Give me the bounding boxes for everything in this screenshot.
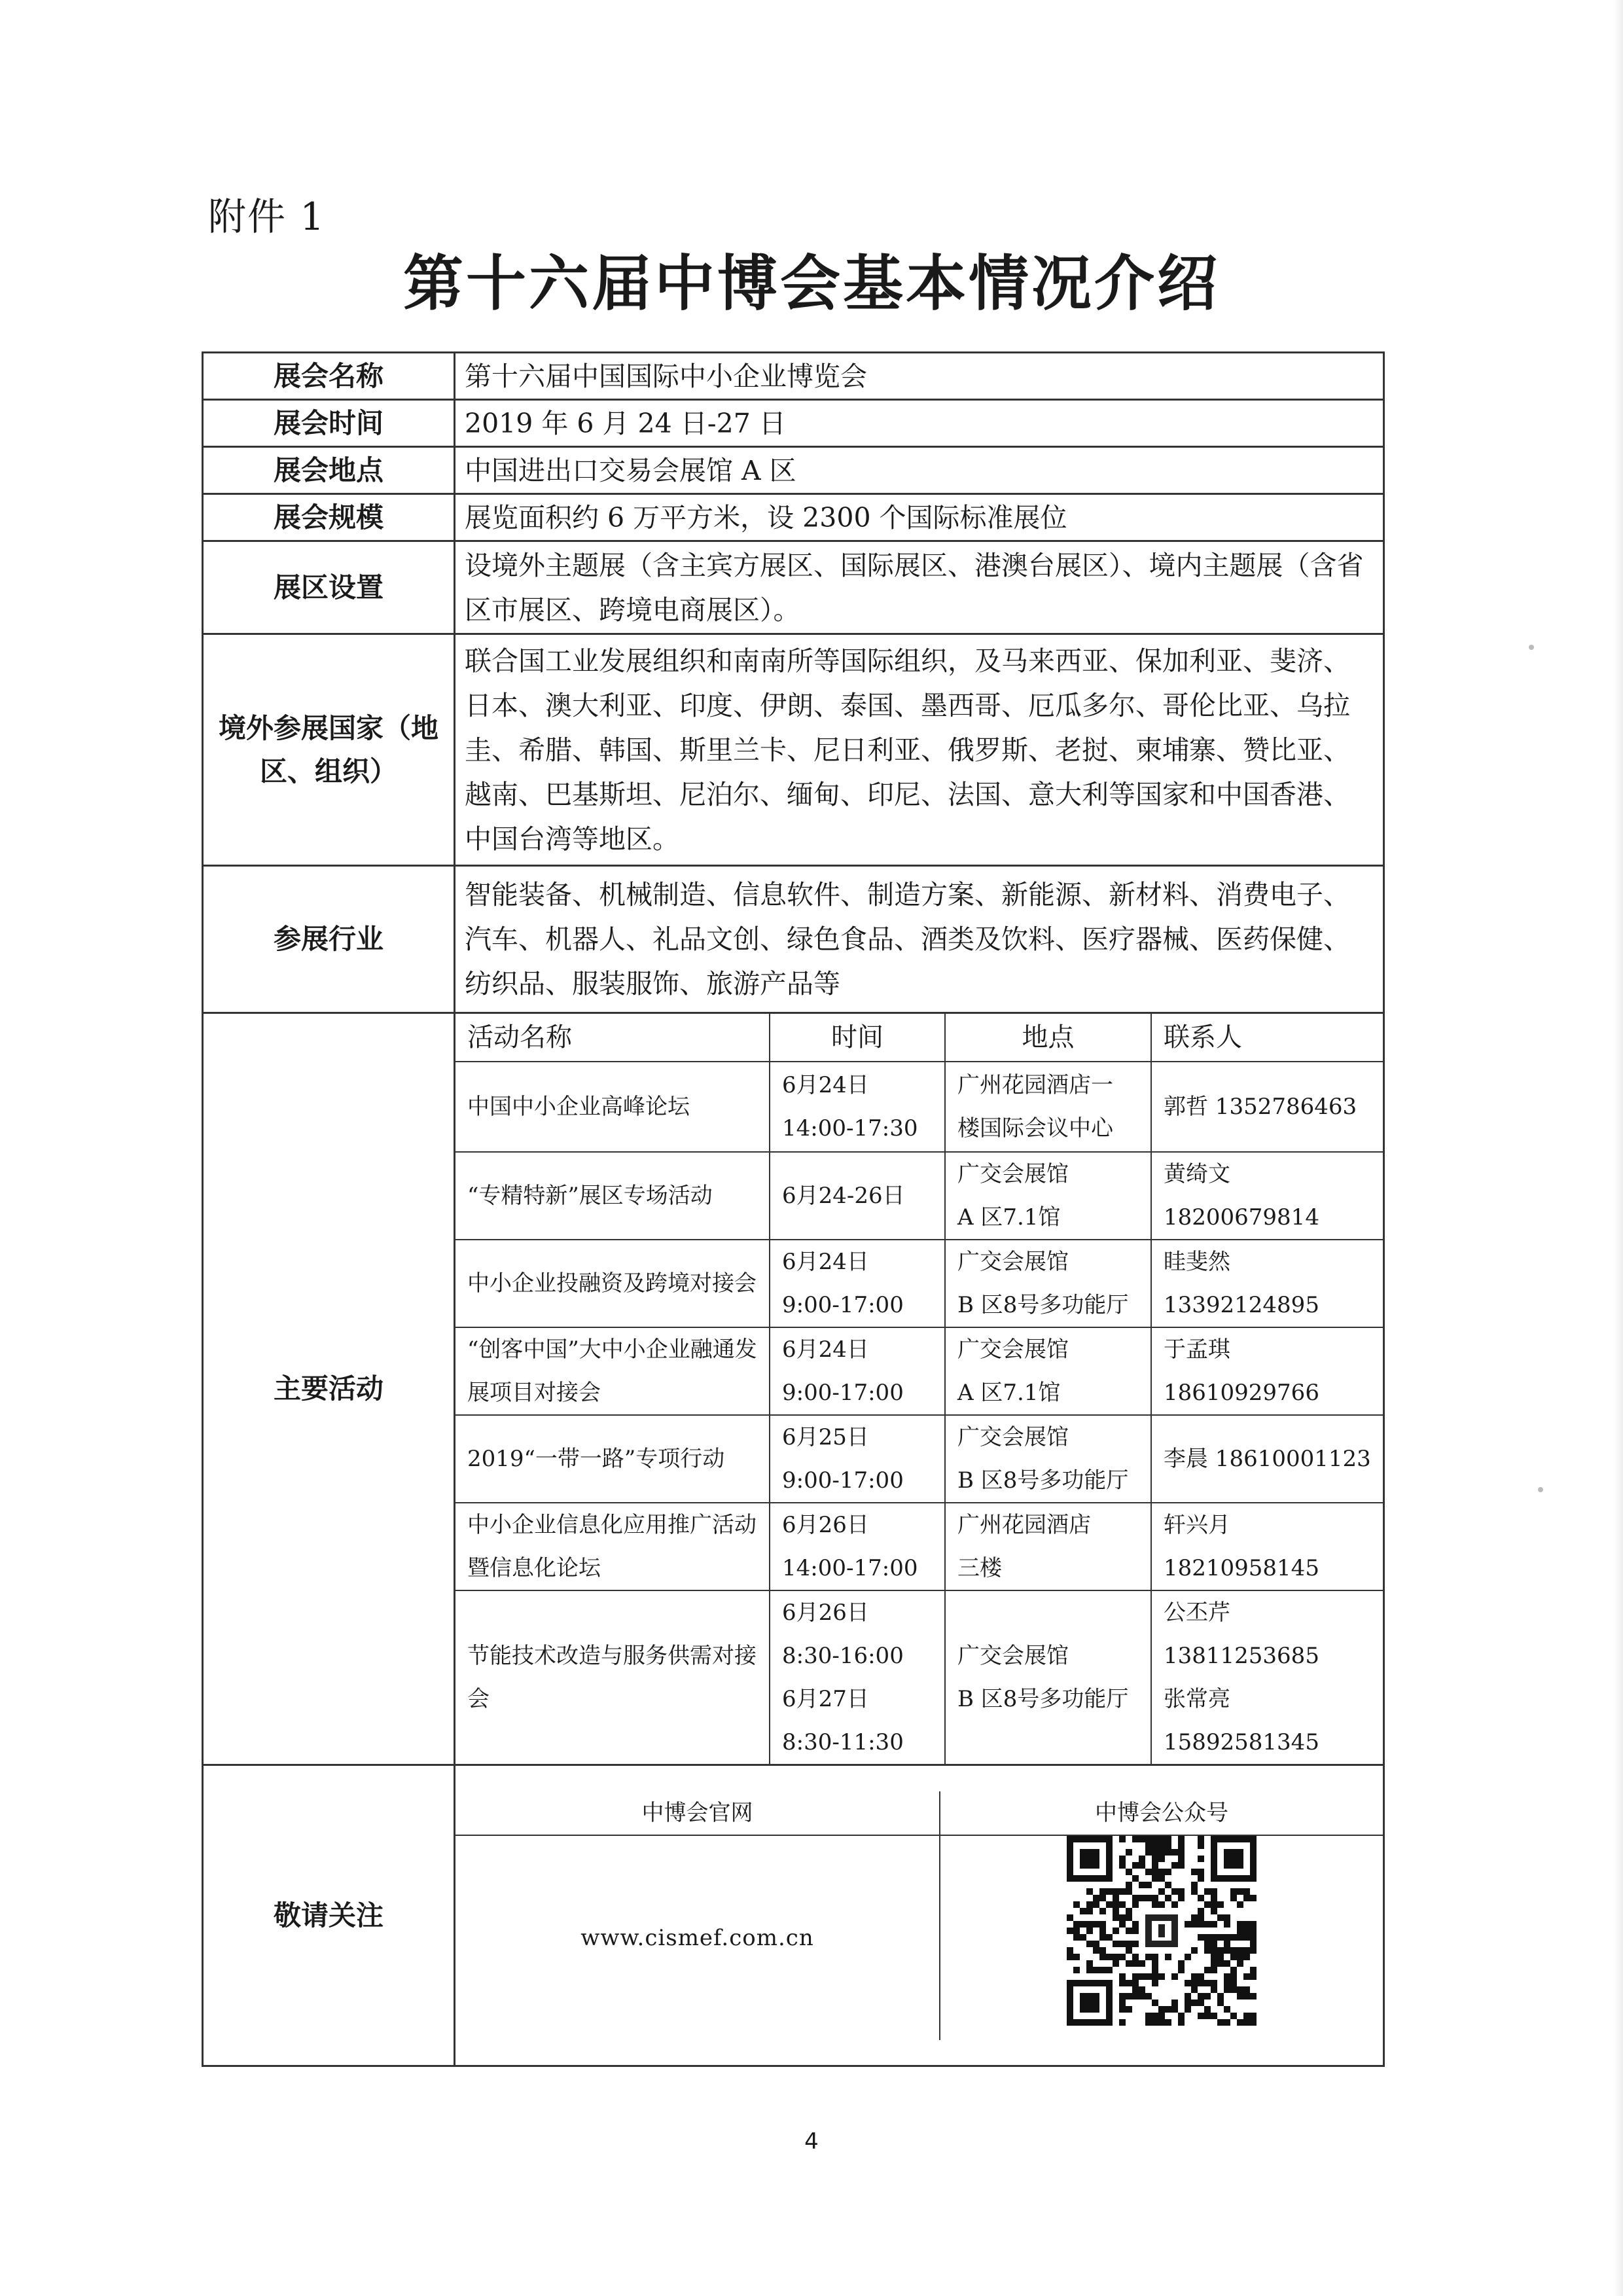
- row-label: 主要活动: [203, 1013, 455, 1765]
- row-value: 智能装备、机械制造、信息软件、制造方案、新能源、新材料、消费电子、汽车、机器人、礼品文创、绿色食品、酒类及饮料、医疗器械、医药保健、纺织品、服装服饰、旅游产品等: [455, 866, 1384, 1013]
- row-label: 展会规模: [203, 494, 455, 541]
- info-table: [202, 351, 1385, 2067]
- row-value: 中国进出口交易会展馆 A 区: [455, 447, 1384, 494]
- activity-place-line: 广州花园酒店一: [957, 1072, 1113, 1098]
- follow-content: [455, 1835, 1383, 2040]
- activity-time: [770, 1062, 945, 1152]
- row-label: 敬请关注: [203, 1765, 455, 2066]
- row-value: 展览面积约 6 万平方米，设 2300 个国际标准展位: [455, 494, 1384, 541]
- scan-speck: [1529, 645, 1534, 650]
- header-contact: 联系人: [1151, 1014, 1383, 1062]
- activity-time-line: 6月27日: [782, 1686, 869, 1712]
- row-label: 展会名称: [203, 353, 455, 400]
- row-value: 2019 年 6 月 24 日-27 日: [455, 400, 1384, 447]
- activity-place: [945, 1590, 1151, 1764]
- wechat-label: 中博会公众号: [940, 1791, 1383, 1835]
- activity-contact-line: 轩兴月 18210958145: [1164, 1512, 1319, 1581]
- activity-time: [770, 1327, 945, 1415]
- activity-time: [770, 1152, 945, 1240]
- table-row: [203, 447, 1384, 494]
- activity-place-line: 广交会展馆: [957, 1161, 1069, 1187]
- table-row: [203, 541, 1384, 634]
- row-label: 展会时间: [203, 400, 455, 447]
- activity-time: [770, 1590, 945, 1764]
- activity-place-line: 广交会展馆: [957, 1424, 1069, 1450]
- activity-contact: [1151, 1240, 1383, 1327]
- activity-place-line: 广交会展馆: [957, 1249, 1069, 1275]
- activity-contact: [1151, 1503, 1383, 1590]
- activity-time-line: 14:00-17:00: [782, 1555, 918, 1581]
- activity-time: [770, 1415, 945, 1503]
- qr-code-icon: [1067, 1836, 1257, 2026]
- activity-place-line: 楼国际会议中心: [957, 1115, 1113, 1141]
- activity-place: [945, 1152, 1151, 1240]
- activity-name: 中小企业投融资及跨境对接会: [455, 1240, 770, 1327]
- activity-time-line: 6月24日: [782, 1336, 869, 1363]
- row-label: 境外参展国家（地区、组织）: [203, 634, 455, 866]
- activity-name: “专精特新”展区专场活动: [455, 1152, 770, 1240]
- activity-place-line: B 区8号多功能厅: [957, 1292, 1129, 1318]
- scan-speck: [1538, 1487, 1543, 1492]
- table-row: [203, 353, 1384, 400]
- activity-place-line: 广交会展馆: [957, 1643, 1069, 1669]
- follow-table: [455, 1791, 1383, 2040]
- activity-contact: [1151, 1590, 1383, 1764]
- activities-table: [455, 1014, 1383, 1764]
- page-number: 4: [804, 2128, 819, 2155]
- activity-contact-line: 张常亮 15892581345: [1164, 1686, 1319, 1755]
- row-label: 展区设置: [203, 541, 455, 634]
- table-row: [203, 400, 1384, 447]
- website-link[interactable]: www.cismef.com.cn: [455, 1835, 940, 2040]
- activity-time: [770, 1503, 945, 1590]
- table-row: [203, 866, 1384, 1013]
- header-time: 时间: [770, 1014, 945, 1062]
- website-label: 中博会官网: [455, 1791, 940, 1835]
- activity-row: [455, 1062, 1383, 1152]
- activity-row: [455, 1590, 1383, 1764]
- activity-name: 2019“一带一路”专项行动: [455, 1415, 770, 1503]
- activity-time-line: 8:30-16:00: [782, 1643, 904, 1669]
- activities-row: [203, 1013, 1384, 1765]
- activity-contact-line: 李晨 18610001123: [1164, 1446, 1371, 1472]
- activity-row: [455, 1503, 1383, 1590]
- header-place: 地点: [945, 1014, 1151, 1062]
- table-row: [203, 634, 1384, 866]
- activity-place: [945, 1062, 1151, 1152]
- activity-time-line: 6月24日: [782, 1249, 869, 1275]
- activity-contact: [1151, 1327, 1383, 1415]
- activity-place-line: 广州花园酒店: [957, 1512, 1091, 1538]
- follow-row: [203, 1765, 1384, 2066]
- activity-time-line: 6月26日: [782, 1512, 869, 1538]
- activity-contact-line: 郭哲 1352786463: [1164, 1094, 1357, 1120]
- activity-time: [770, 1240, 945, 1327]
- activity-contact-line: 公丕芹 13811253685: [1164, 1600, 1319, 1669]
- activity-contact: [1151, 1415, 1383, 1503]
- row-label: 参展行业: [203, 866, 455, 1013]
- activity-time-line: 8:30-11:30: [782, 1729, 904, 1755]
- activity-time-line: 9:00-17:00: [782, 1292, 904, 1318]
- activity-time-line: 6月24-26日: [782, 1183, 905, 1209]
- activity-row: [455, 1327, 1383, 1415]
- activity-contact: [1151, 1152, 1383, 1240]
- scan-edge-shadow: [1614, 0, 1623, 2296]
- activity-name: 中国中小企业高峰论坛: [455, 1062, 770, 1152]
- activity-place: [945, 1327, 1151, 1415]
- activity-place: [945, 1240, 1151, 1327]
- follow-cell: [455, 1765, 1384, 2066]
- row-value: 设境外主题展（含主宾方展区、国际展区、港澳台展区）、境内主题展（含省区市展区、跨境电商展区）。: [455, 541, 1384, 634]
- activity-time-line: 6月25日: [782, 1424, 869, 1450]
- follow-header: [455, 1791, 1383, 1835]
- qr-cell: [940, 1835, 1383, 2040]
- activity-row: [455, 1415, 1383, 1503]
- row-value: 联合国工业发展组织和南南所等国际组织，及马来西亚、保加利亚、斐济、日本、澳大利亚、印度、伊朗、泰国、墨西哥、厄瓜多尔、哥伦比亚、乌拉圭、希腊、韩国、斯里兰卡、尼日利亚、俄罗斯、老挝、柬埔寨、赞比亚、越南、巴基斯坦、尼泊尔、缅甸、印尼、法国、意大利等国家和中国香港、中国台湾等地区。: [455, 634, 1384, 866]
- activity-place: [945, 1415, 1151, 1503]
- activity-row: [455, 1240, 1383, 1327]
- activity-name: 节能技术改造与服务供需对接会: [455, 1590, 770, 1764]
- activity-time-line: 9:00-17:00: [782, 1467, 904, 1494]
- activity-name: 中小企业信息化应用推广活动暨信息化论坛: [455, 1503, 770, 1590]
- activity-place-line: B 区8号多功能厅: [957, 1467, 1129, 1494]
- activity-contact-line: 黄绮文 18200679814: [1164, 1161, 1319, 1230]
- activity-place-line: A 区7.1馆: [957, 1380, 1061, 1406]
- activity-contact-line: 眭斐然 13392124895: [1164, 1249, 1319, 1318]
- activity-contact: [1151, 1062, 1383, 1152]
- table-row: [203, 494, 1384, 541]
- activities-header: [455, 1014, 1383, 1062]
- activity-place-line: 三楼: [957, 1555, 1002, 1581]
- activity-time-line: 6月26日: [782, 1600, 869, 1626]
- activity-contact-line: 于孟琪 18610929766: [1164, 1336, 1319, 1406]
- activities-cell: [455, 1013, 1384, 1765]
- activity-place-line: 广交会展馆: [957, 1336, 1069, 1363]
- document-title: 第十六届中博会基本情况介绍: [402, 249, 1220, 319]
- activity-place-line: A 区7.1馆: [957, 1204, 1061, 1230]
- activity-place: [945, 1503, 1151, 1590]
- attachment-label: 附件 1: [208, 194, 326, 239]
- activity-name: “创客中国”大中小企业融通发展项目对接会: [455, 1327, 770, 1415]
- activity-row: [455, 1152, 1383, 1240]
- activity-time-line: 14:00-17:30: [782, 1115, 918, 1141]
- activity-time-line: 9:00-17:00: [782, 1380, 904, 1406]
- activity-place-line: B 区8号多功能厅: [957, 1686, 1129, 1712]
- row-value: 第十六届中国国际中小企业博览会: [455, 353, 1384, 400]
- activity-time-line: 6月24日: [782, 1072, 869, 1098]
- header-activity-name: 活动名称: [455, 1014, 770, 1062]
- row-label: 展会地点: [203, 447, 455, 494]
